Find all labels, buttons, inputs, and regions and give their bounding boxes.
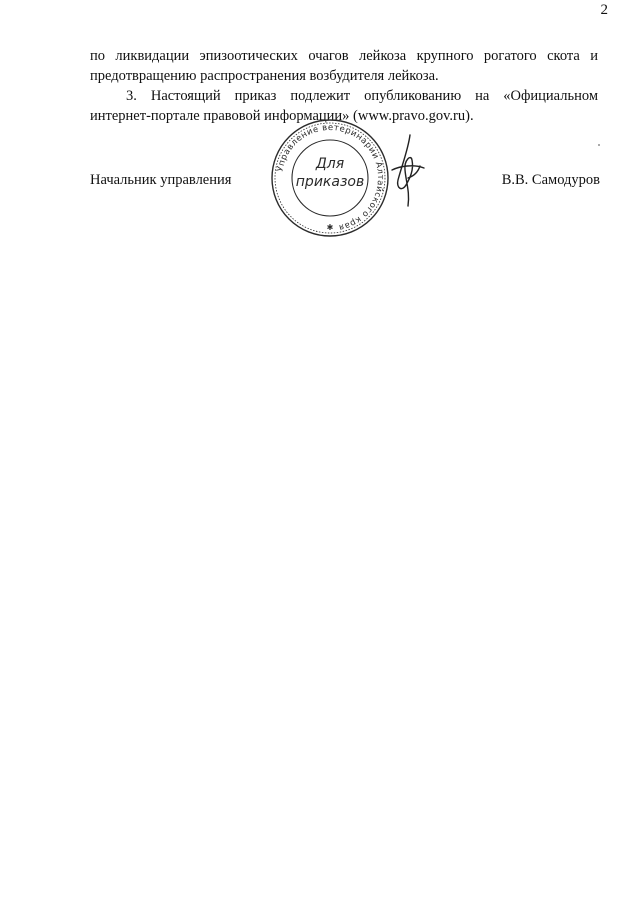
- paragraph-continuation: по ликвидации эпизоотических очагов лейкоза крупного рогатого скота и предотвращению распространения возбудителя лейкоза.: [90, 48, 598, 84]
- stamp-ring-text: Управление ветеринарии Алтайского края: [275, 122, 386, 233]
- signer-name: В.В. Самодуров: [501, 172, 600, 188]
- svg-text:✱: ✱: [326, 223, 334, 232]
- stamp-center-line2: приказов: [295, 174, 365, 190]
- paragraph-3: 3. Настоящий приказ подлежит опубликованию на «Официальном интернет-портале правовой информации» (www.pravo.gov.ru).: [90, 88, 598, 124]
- position-title: Начальник управления: [90, 172, 232, 188]
- page-number: 2: [600, 2, 608, 18]
- document-body: [90, 46, 598, 126]
- official-stamp: [265, 118, 395, 238]
- stamp-center-line1: Для: [315, 156, 345, 172]
- handwritten-signature: [380, 130, 430, 210]
- scan-speck: [598, 144, 600, 146]
